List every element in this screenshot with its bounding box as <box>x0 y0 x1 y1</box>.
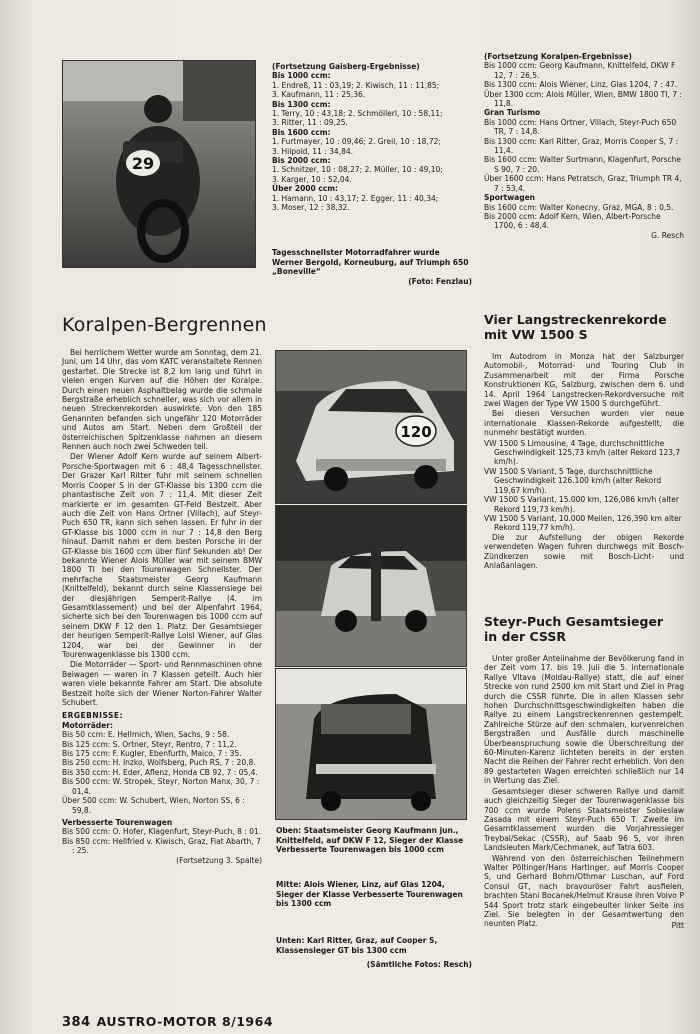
race-number-120: 120 <box>400 423 432 441</box>
class-heading: Bis 2000 ccm: <box>272 156 331 166</box>
result-line: Bis 50 ccm: E. Hellmich, Wien, Sachs, 9 : 58. <box>62 730 230 740</box>
result-line: Bis 1600 ccm: Walter Konecny, Graz, MGA, 8 : 0,5. <box>484 202 674 212</box>
result-line: Über 500 ccm: W. Schubert, Wien, Norton SS, 6 : 59,8. <box>62 796 245 815</box>
result-line: Bis 850 ccm: Hellfried v. Kiwisch, Graz, Fiat Abarth, 7 : 25. <box>62 836 261 856</box>
page-number: 384 <box>62 1015 91 1030</box>
photo-credit-fenzlau: (Foto: Fenzlau) <box>408 276 472 286</box>
class-heading: Über 2000 ccm: <box>272 184 339 194</box>
touring-car-results-list <box>62 827 262 855</box>
photo-motorcycle-racer <box>62 60 256 268</box>
magazine-issue: AUSTRO-MOTOR 8/1964 <box>96 1014 274 1029</box>
motorcycle-photo-caption: Tagesschnellster Motorradfahrer wurde Werner Bergold, Korneuburg, auf Triumph 650 „Boneville“ (Foto: Fenzlau) <box>272 248 472 286</box>
record-line: VW 1500 S Variant, 15.000 km, 126,086 km/h (alter Rekord 119,73 km/h). <box>484 495 679 514</box>
result-line: 3. Ritter, 11 : 09,25. <box>272 118 348 128</box>
result-line: Bis 500 ccm: O. Hofer, Klagenfurt, Steyr-Puch, 8 : 01. <box>62 827 262 837</box>
result-line: Bis 2000 ccm: Adolf Kern, Wien, Albert-Porsche 1700, 6 : 48,4. <box>484 211 661 231</box>
touring-cars-heading: Verbesserte Tourenwagen <box>62 817 173 827</box>
gaisberg-results-continued <box>272 62 472 213</box>
caption-wiener: Mitte: Alois Wiener, Linz, auf Glas 1204, Sieger der Klasse Verbesserte Tourenwagen bis 1300 ccm <box>276 880 463 908</box>
result-line: Bis 250 ccm: H. Inzko, Wolfsberg, Puch RS, 7 : 20,8. <box>62 758 256 768</box>
record-line: VW 1500 S Variant, 10.000 Meilen, 126,390 km alter Rekord 119,77 km/h). <box>484 513 682 533</box>
author-signature-pitt: Pitt <box>671 920 684 930</box>
caption-kaufmann: Oben: Staatsmeister Georg Kaufmann jun., Knittelfeld, auf DKW F 12, Sieger der Klasse Verbesserte Tourenwagen bis 1000 ccm <box>276 826 464 854</box>
koralpen-results-list <box>484 61 684 230</box>
article-paragraph: Die Motorräder — Sport- und Rennmaschinen ohne Beiwagen — waren in 7 Klassen geteilt. Auch hier waren viele bekannte Fahrer am Start. Die absolute Bestzeit holte sich der Wiener Norton-Fahrer Walter Schubert. <box>62 660 262 708</box>
class-heading: Bis 1000 ccm: <box>272 71 331 81</box>
author-signature-resch: G. Resch <box>651 230 684 240</box>
vw-records-article-body <box>484 352 684 571</box>
motorcycle-results-list <box>62 730 262 815</box>
result-line: 3. Kaufmann, 11 : 25,36. <box>272 90 366 100</box>
article-title-koralpen: Koralpen-Bergrennen <box>62 314 267 336</box>
result-line: 1. Endreß, 11 : 03,19; 2. Kiwisch, 11 : 11,85; <box>272 80 440 90</box>
vw-records-list <box>484 439 684 533</box>
result-line: Bis 175 ccm: F. Kugler, Ebenfurth, Maico, 7 : 35. <box>62 749 242 759</box>
result-line: Bis 500 ccm: W. Stropek, Steyr, Norton Manx, 30, 7 : 01,4. <box>62 777 260 796</box>
article-paragraph: Bei herrlichem Wetter wurde am Sonntag, dem 21. Juni, um 14 Uhr, das vom KATC veranstaltete Rennen gestartet. Die Strecke ist 8,2 km lang und führt in vielen engen Kurven auf die Höhen der Koralpe. Durch einen neuen Asphaltbelag wurde die schmale Bergstraße erheblich schneller, was sich vor allem in neuen Streckenrekorden auswirkte. Von den 185 Genannten befanden sich ungefähr 120 Motorräder und Autos am Start. Neben dem Großteil der österreichischen Spitzenklasse nahmen an diesem Rennen auch noch zwei Schweden teil. <box>62 348 262 452</box>
result-line: 3. Karger, 10 : 52,04. <box>272 174 352 184</box>
vw-records-closing: Die zur Aufstellung der obigen Rekorde verwendeten Wagen fuhren durchwegs mit Bosch-Zündkerzen sowie mit Bosch-Licht- und Anlaßanlagen. <box>484 532 684 570</box>
result-line: Bis 125 ccm: S. Ortner, Steyr, Rentro, 7 : 11,2. <box>62 739 237 749</box>
article-paragraph: Bei diesen Versuchen wurden vier neue internationale Klassen-Rekorde aufgestellt, die nunmehr bestätigt wurden. <box>484 409 684 438</box>
result-line: 3. Hilpold, 11 : 34,84. <box>272 146 354 156</box>
koralpen-article-body <box>62 348 262 865</box>
class-heading: Sportwagen <box>484 193 535 203</box>
article-paragraph: Unter großer Anteilnahme der Bevölkerung fand in der Zeit vom 17. bis 19. Juli die 5. internationale Rallye Vltava (Moldau-Rallye) statt, die auf einer Strecke von rund 2500 km mit Start und Ziel in Prag durch die CSSR führte. Die in allen Klassen sehr hohen Durchschnittsgeschwindigkeiten haben die Rallye zu einem Langstreckenrennen gestempelt. Zahlreiche Stürze auf den schmalen, kurvenreichen Bergstraßen und Ausfälle durch maschinelle Überbeanspruchung sowie die Überschreitung der 60-Minuten-Karenz lichteten bereits in der ersten Nacht die Reihen der Fahrer recht erheblich. Von den 89 gestarteten Wagen erreichten schließlich nur 14 in Wertung das Ziel. <box>484 654 684 786</box>
result-line: Bis 1300 ccm: Karl Ritter, Graz, Morris Cooper S, 7 : 11,4. <box>484 136 679 156</box>
article-paragraph: Der Wiener Adolf Kern wurde auf seinem Albert-Porsche-Sportwagen mit 6 : 48,4 Tagesschnellster. Der Grazer Karl Ritter fuhr mit seinem schnellen Morris Cooper S in der GT-Klasse bis 1300 ccm die phantastische Zeit von 7 : 11,4. Mit dieser Zeit markierte er im gesamten GT-Feld Bestzeit. Aber auch die Zeit von Hans Ortner (Villach), auf Steyr-Puch 650 TR, kann sich sehen lassen. Er fuhr in der GT-Klasse bis 1000 ccm in nur 7 : 14,8 den Berg hinauf. Damit nahm er dem besten Porsche in der GT-Klasse bis 1600 ccm über fünf Sekunden ab! Der bekannte Wiener Alois Müller war mit seinem BMW 1800 TI bei den Tourenwagen Schnellster. Der mehrfache Staatsmeister Georg Kaufmann (Knittelfeld), bekannt durch seine Klassensiege bei der diesjährigen Semperit-Rallye (4. im Gesamtklassement) und bei der Alpenfahrt 1964, sicherte sich bei den Tourenwagen bis 1000 ccm auf seinem DKW F 12 den 1. Platz. Der Gesamtsieger der heurigen Semperit-Rallye Loisl Wiener, auf Glas 1204, war bei der Gewinner in der Tourenwagenklasse bis 1300 ccm. <box>62 452 262 659</box>
article-paragraph: Im Autodrom in Monza hat der Salzburger Automobil-, Motorrad- und Touring Club in Zusammenarbeit mit der Firma Porsche Konstruktionen KG, Salzburg, zwischen dem 6. und 14. April 1964 Langstrecken-Rekordversuche mit zwei Wagen der Type VW 1500 S durchgeführt. <box>484 352 684 409</box>
article-title-steyr-puch: Steyr-Puch Gesamtsieger in der CSSR <box>484 614 664 644</box>
result-line: 1. Schnitzer, 10 : 08,27; 2. Müller, 10 : 49,10; <box>272 165 443 175</box>
motorcycles-heading: Motorräder: <box>62 720 113 730</box>
photo-kaufmann-dkw <box>275 350 467 504</box>
koralpen-results-continued <box>484 52 684 240</box>
koralpen-continued-heading: (Fortsetzung Koralpen-Ergebnisse) <box>484 52 632 61</box>
article-paragraph: Während von den österreichischen Teilnehmern Walter Pöltinger/Hans Hartinger, auf Morris Cooper S, und Gerhard Bohrn/Othmar Luschan, auf Ford Consul GT, nach bravouröser Fahrt ausfielen, brachten Stani Bocanek/Helmut Krause ihren Volvo P 544 Sport trotz stark eingebeulter linker Seite ins Ziel. Sie belegten in der Gesamtwertung den neunten Platz. <box>484 853 684 929</box>
result-line: Bis 1000 ccm: Georg Kaufmann, Knittelfeld, DKW F 12, 7 : 26,5. <box>484 61 676 80</box>
result-line: 1. Furtmayer, 10 : 09,46; 2. Greil, 10 : 18,72; <box>272 137 441 147</box>
photo-credit-resch: (Sämtliche Fotos: Resch) <box>366 960 472 969</box>
result-line: Über 1300 ccm: Alois Müller, Wien, BMW 1800 TI, 7 : 11,8. <box>484 89 682 109</box>
photo-ritter-cooper <box>275 668 467 820</box>
result-line: 1. Hamann, 10 : 43,17; 2. Egger, 11 : 40,34; <box>272 193 439 203</box>
record-line: VW 1500 S Variant, 5 Tage, durchschnittliche Geschwindigkeit 126.100 km/h (alter Rekord 119,67 km/h). <box>484 466 662 495</box>
race-number-29: 29 <box>131 154 155 173</box>
class-heading: Bis 1600 ccm: <box>272 127 331 137</box>
caption-ritter: Unten: Karl Ritter, Graz, auf Cooper S, Klassensieger GT bis 1300 ccm <box>276 936 438 955</box>
result-line: Bis 1300 ccm: Alois Wiener, Linz, Glas 1204, 7 : 47. <box>484 80 678 90</box>
result-line: Bis 1600 ccm: Walter Surtmann, Klagenfurt, Porsche S 90, 7 : 20. <box>484 155 682 174</box>
result-line: Über 1600 ccm: Hans Petratsch, Graz, Triumph TR 4, 7 : 53,4. <box>484 174 682 193</box>
result-line: 3. Moser, 12 : 38,32. <box>272 203 350 213</box>
gaisberg-heading: (Fortsetzung Gaisberg-Ergebnisse) <box>272 62 420 71</box>
article-paragraph: Gesamtsieger dieser schweren Rallye und damit auch gleichzeitig Sieger der Tourenwagenklasse bis 700 ccm wurde Polens Staatsmeister Sobieslaw Zasada mit einem Steyr-Puch 650 T. Zweite im Gesamtklassement wurden die Vorjahressieger Treybal/Sekac (CSSR), auf Saab 96 S, vor ihren Landsleuten Mark/Cechmanek, auf Tatra 603. <box>484 786 684 853</box>
page-footer <box>62 1014 273 1030</box>
gaisberg-results-list <box>272 71 472 212</box>
steyr-puch-article-body <box>484 654 684 930</box>
result-line: 1. Terry, 10 : 43,18; 2. Schmöllerl, 10 : 58,11; <box>272 109 443 119</box>
continued-note: (Fortsetzung 3. Spalte) <box>176 855 262 865</box>
record-line: VW 1500 S Limousine, 4 Tage, durchschnittliche Geschwindigkeit 125,73 km/h (alter Rekord 123,7 km/h). <box>484 438 681 467</box>
result-line: Bis 1000 ccm: Hans Ortner, Villach, Steyr-Puch 650 TR, 7 : 14,8. <box>484 117 677 137</box>
photo-wiener-glas <box>275 505 467 667</box>
results-heading: ERGEBNISSE: <box>62 711 124 721</box>
class-heading: Gran Turismo <box>484 108 541 118</box>
class-heading: Bis 1300 ccm: <box>272 99 331 109</box>
result-line: Bis 350 ccm: H. Eder, Aflenz, Honda CB 92, 7 : 05,4. <box>62 767 258 777</box>
article-title-vw-records: Vier Langstreckenrekorde mit VW 1500 S <box>484 312 667 342</box>
